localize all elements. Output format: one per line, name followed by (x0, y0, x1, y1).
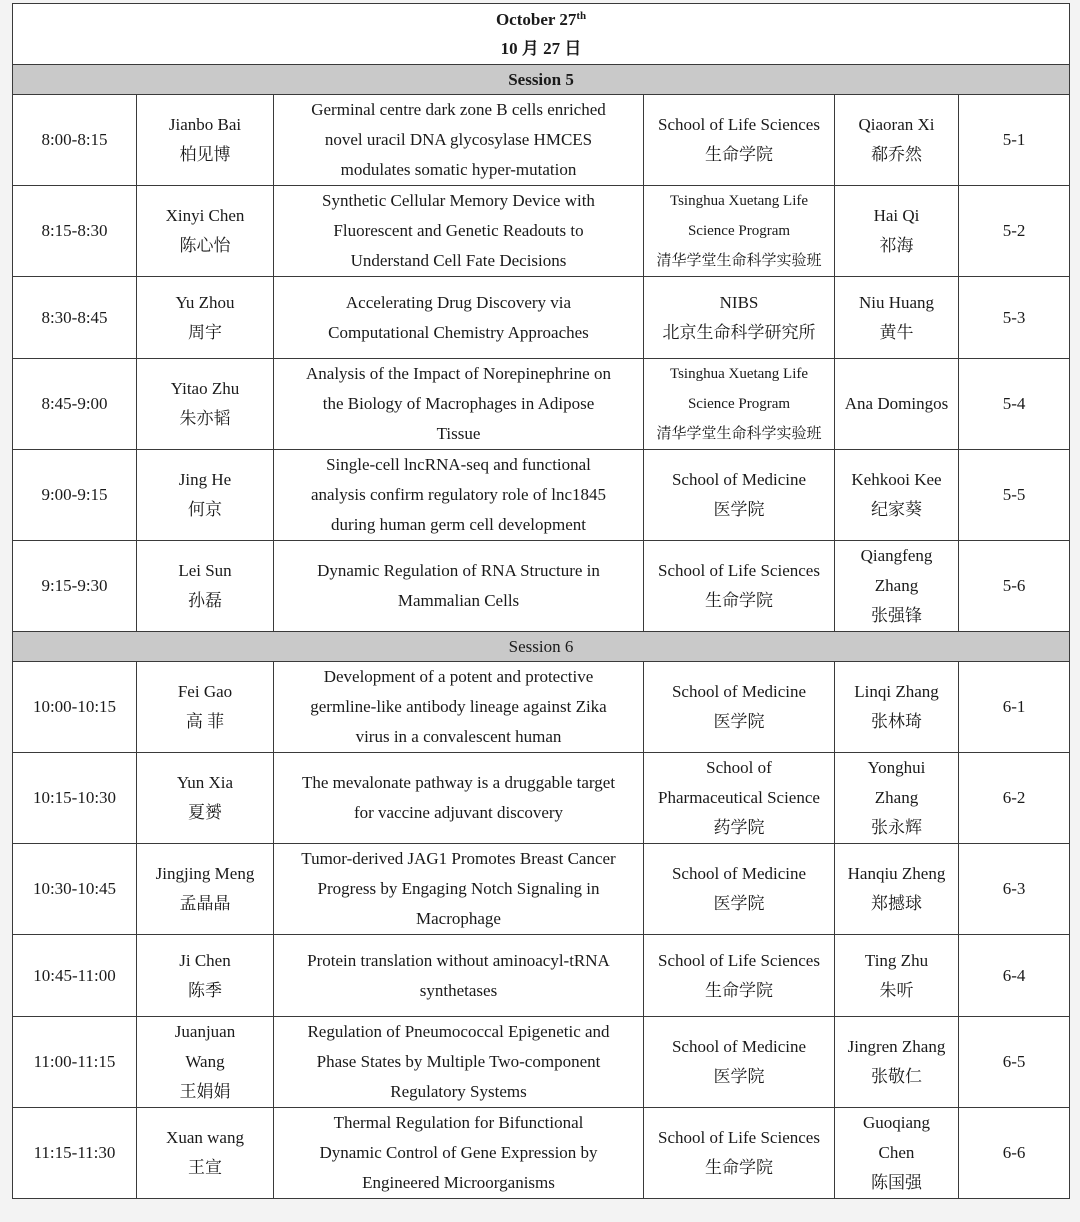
speaker-cell-line: Juanjuan (174, 1022, 236, 1041)
schedule-table (12, 3, 1070, 1199)
talk-title-cell-line: Synthetic Cellular Memory Device with (322, 191, 595, 210)
talk-title-cell (274, 541, 644, 632)
host-cell-line: Hai Qi (873, 206, 920, 225)
talk-code-cell: 5-2 (959, 186, 1070, 277)
table-row (13, 662, 1070, 753)
affiliation-cell (644, 1108, 835, 1199)
host-cell-line: Ting Zhu (864, 950, 929, 970)
talk-title-cell-line: virus in a convalescent human (355, 727, 562, 746)
speaker-cell (137, 541, 274, 632)
speaker-cell (137, 450, 274, 541)
affiliation-cell-line: School of Life Sciences (658, 950, 820, 970)
table-row (13, 450, 1070, 541)
talk-title-cell (274, 277, 644, 359)
speaker-cell (137, 277, 274, 359)
talk-title-cell (274, 186, 644, 277)
speaker-cell-line: Yitao Zhu (170, 379, 240, 398)
affiliation-cell-line: School of Life Sciences (658, 561, 820, 580)
speaker-cell-line: 王娟娟 (179, 1082, 231, 1101)
host-cell (835, 359, 959, 450)
talk-title-cell-line: modulates somatic hyper-mutation (340, 160, 577, 179)
affiliation-cell (644, 935, 835, 1017)
affiliation-cell-line: Science Program (687, 223, 791, 239)
time-cell: 8:15-8:30 (13, 186, 137, 277)
speaker-cell-line: 孙磊 (188, 591, 222, 610)
talk-title-cell-line: analysis confirm regulatory role of lnc1845 (310, 485, 607, 504)
speaker-cell-line: 高 菲 (185, 712, 225, 731)
affiliation-cell-line: School of Medicine (671, 864, 807, 883)
host-cell-line: Jingren Zhang (847, 1037, 946, 1056)
host-cell-line: Zhang (874, 788, 919, 807)
session-title: Session 6 (13, 632, 1070, 662)
host-cell-line: 陈国强 (871, 1173, 922, 1192)
talk-title-cell-line: Dynamic Regulation of RNA Structure in (317, 561, 600, 580)
affiliation-cell-line: 清华学堂生命科学实验班 (656, 253, 822, 269)
speaker-cell-line: Lei Sun (178, 561, 232, 580)
host-cell-line: Guoqiang (862, 1113, 931, 1132)
affiliation-cell-line: Pharmaceutical Science (658, 788, 820, 807)
affiliation-cell-line: NIBS (719, 292, 759, 312)
speaker-cell-line: 王宣 (188, 1158, 222, 1177)
speaker-cell-line: 朱亦韬 (179, 409, 231, 428)
talk-title-cell-line: Single-cell lncRNA-seq and functional (326, 455, 591, 474)
host-cell (835, 1017, 959, 1108)
date-header (13, 4, 1070, 65)
talk-title-cell-line: Tumor-derived JAG1 Promotes Breast Cancer (301, 849, 616, 868)
speaker-cell-line: Xuan wang (166, 1128, 244, 1147)
speaker-cell-line: Fei Gao (177, 682, 233, 701)
speaker-cell-line: 柏见博 (179, 145, 231, 164)
talk-title-cell-line: Protein translation without aminoacyl-tRNA (307, 950, 610, 970)
talk-title-cell-line: Engineered Microorganisms (362, 1173, 555, 1192)
date-header-row (13, 4, 1070, 65)
talk-code-cell: 5-4 (959, 359, 1070, 450)
talk-title-cell-line: Germinal centre dark zone B cells enriched (311, 100, 606, 119)
talk-code-cell: 6-1 (959, 662, 1070, 753)
speaker-cell-line: 陈心怡 (179, 236, 231, 255)
host-cell (835, 935, 959, 1017)
table-row (13, 95, 1070, 186)
table-row (13, 1108, 1070, 1199)
time-cell: 8:30-8:45 (13, 277, 137, 359)
time-cell: 11:00-11:15 (13, 1017, 137, 1108)
affiliation-cell (644, 186, 835, 277)
affiliation-cell-line: 医学院 (713, 1067, 765, 1086)
talk-title-cell (274, 844, 644, 935)
speaker-cell-line: Jing He (178, 470, 232, 489)
talk-title-cell-line: Macrophage (416, 909, 501, 928)
talk-title-cell-line: Progress by Engaging Notch Signaling in (317, 879, 600, 898)
table-row (13, 1017, 1070, 1108)
affiliation-cell-line: School of Medicine (671, 682, 807, 701)
table-row (13, 935, 1070, 1017)
talk-code-cell: 5-1 (959, 95, 1070, 186)
affiliation-cell-line: 生命学院 (705, 1158, 773, 1177)
speaker-cell-line: Ji Chen (179, 950, 231, 970)
time-cell: 8:45-9:00 (13, 359, 137, 450)
host-cell-line: Kehkooi Kee (851, 470, 942, 489)
affiliation-cell-line: 生命学院 (705, 980, 773, 1000)
host-cell-line: 张敬仁 (871, 1067, 922, 1086)
host-cell-line: Linqi Zhang (854, 682, 939, 701)
affiliation-cell (644, 753, 835, 844)
affiliation-cell-line: School of Life Sciences (658, 1128, 820, 1147)
talk-code-cell: 6-4 (959, 935, 1070, 1017)
affiliation-cell (644, 662, 835, 753)
speaker-cell (137, 935, 274, 1017)
affiliation-cell (644, 95, 835, 186)
talk-title-cell-line: synthetases (419, 980, 498, 1000)
affiliation-cell-line: Tsinghua Xuetang Life (669, 366, 809, 382)
speaker-cell (137, 1108, 274, 1199)
host-cell-line: 郑撼球 (871, 894, 922, 913)
speaker-cell (137, 1017, 274, 1108)
speaker-cell (137, 95, 274, 186)
affiliation-cell-line: 清华学堂生命科学实验班 (656, 426, 822, 442)
speaker-cell-line: Yun Xia (176, 773, 234, 792)
host-cell (835, 450, 959, 541)
talk-title-cell-line: Computational Chemistry Approaches (328, 322, 589, 342)
date-suffix: th (576, 10, 587, 22)
host-cell-line: Ana Domingos (844, 394, 949, 413)
talk-title-cell-line: Tissue (436, 424, 481, 443)
talk-title-cell (274, 753, 644, 844)
talk-title-cell (274, 450, 644, 541)
host-cell (835, 662, 959, 753)
table-row (13, 541, 1070, 632)
speaker-cell-line: Jianbo Bai (168, 115, 242, 134)
speaker-cell (137, 359, 274, 450)
affiliation-cell-line: Tsinghua Xuetang Life (669, 193, 809, 209)
host-cell-line: 祁海 (879, 236, 914, 255)
talk-code-cell: 5-6 (959, 541, 1070, 632)
affiliation-cell-line: School of Medicine (671, 470, 807, 489)
speaker-cell-line: 陈季 (188, 980, 222, 1000)
host-cell (835, 844, 959, 935)
affiliation-cell (644, 541, 835, 632)
table-row (13, 186, 1070, 277)
talk-title-cell (274, 662, 644, 753)
time-cell: 10:15-10:30 (13, 753, 137, 844)
host-cell-line: Qiaoran Xi (858, 115, 935, 134)
affiliation-cell-line: 医学院 (713, 894, 765, 913)
talk-title-cell-line: novel uracil DNA glycosylase HMCES (324, 130, 593, 149)
talk-title-cell (274, 935, 644, 1017)
time-cell: 10:30-10:45 (13, 844, 137, 935)
speaker-cell-line: 周宇 (188, 322, 222, 342)
speaker-cell (137, 844, 274, 935)
time-cell: 10:45-11:00 (13, 935, 137, 1017)
host-cell-line: 黄牛 (879, 322, 914, 342)
time-cell: 9:00-9:15 (13, 450, 137, 541)
speaker-cell-line: 何京 (188, 500, 222, 519)
talk-code-cell: 6-6 (959, 1108, 1070, 1199)
host-cell-line: 朱听 (879, 980, 914, 1000)
host-cell-line: Niu Huang (858, 292, 935, 312)
speaker-cell (137, 186, 274, 277)
affiliation-cell-line: Science Program (687, 396, 791, 412)
speaker-cell-line: Xinyi Chen (165, 206, 245, 225)
talk-title-cell-line: Fluorescent and Genetic Readouts to (333, 221, 584, 240)
speaker-cell-line: Jingjing Meng (155, 864, 255, 883)
host-cell (835, 753, 959, 844)
host-cell (835, 541, 959, 632)
talk-title-cell (274, 95, 644, 186)
host-cell-line: 张永辉 (871, 818, 922, 837)
host-cell-line: Qiangfeng (860, 546, 933, 565)
host-cell (835, 186, 959, 277)
table-row (13, 277, 1070, 359)
talk-title-cell-line: during human germ cell development (331, 515, 586, 534)
talk-code-cell: 6-3 (959, 844, 1070, 935)
speaker-cell (137, 662, 274, 753)
session-header-row (13, 632, 1070, 662)
talk-title-cell-line: Understand Cell Fate Decisions (350, 251, 567, 270)
talk-title-cell-line: Mammalian Cells (397, 591, 520, 610)
talk-title-cell-line: Accelerating Drug Discovery via (345, 292, 572, 312)
speaker-cell (137, 753, 274, 844)
speaker-cell-line: 孟晶晶 (179, 894, 231, 913)
affiliation-cell (644, 450, 835, 541)
host-cell-line: Chen (878, 1143, 915, 1162)
talk-title-cell (274, 1017, 644, 1108)
talk-title-cell-line: the Biology of Macrophages in Adipose (322, 394, 595, 413)
date-en: October 27 (495, 10, 577, 29)
speaker-cell-line: 夏赟 (188, 803, 222, 822)
talk-title-cell-line: for vaccine adjuvant discovery (353, 803, 564, 822)
talk-title-cell-line: Dynamic Control of Gene Expression by (319, 1143, 598, 1162)
affiliation-cell (644, 844, 835, 935)
affiliation-cell-line: 医学院 (713, 712, 765, 731)
speaker-cell-line: Yu Zhou (175, 292, 235, 312)
host-cell (835, 277, 959, 359)
host-cell-line: 郗乔然 (871, 145, 922, 164)
talk-code-cell: 6-5 (959, 1017, 1070, 1108)
time-cell: 10:00-10:15 (13, 662, 137, 753)
table-row (13, 844, 1070, 935)
talk-code-cell: 5-5 (959, 450, 1070, 541)
talk-title-cell (274, 1108, 644, 1199)
affiliation-cell-line: School of Life Sciences (658, 115, 820, 134)
time-cell: 8:00-8:15 (13, 95, 137, 186)
speaker-cell-line: Wang (185, 1052, 225, 1071)
host-cell (835, 1108, 959, 1199)
time-cell: 11:15-11:30 (13, 1108, 137, 1199)
host-cell-line: 张林琦 (871, 712, 922, 731)
host-cell-line: Zhang (874, 576, 919, 595)
host-cell-line: Hanqiu Zheng (847, 864, 946, 883)
time-cell: 9:15-9:30 (13, 541, 137, 632)
affiliation-cell (644, 277, 835, 359)
affiliation-cell-line: School of Medicine (671, 1037, 807, 1056)
affiliation-cell (644, 359, 835, 450)
talk-title-cell-line: Analysis of the Impact of Norepinephrine on (306, 364, 611, 383)
affiliation-cell-line: 医学院 (713, 500, 765, 519)
session-header-row (13, 65, 1070, 95)
talk-title-cell-line: Development of a potent and protective (323, 667, 594, 686)
session-title: Session 5 (13, 65, 1070, 95)
talk-title-cell-line: Regulation of Pneumococcal Epigenetic and (307, 1022, 610, 1041)
talk-title-cell-line: Phase States by Multiple Two-component (316, 1052, 601, 1071)
host-cell (835, 95, 959, 186)
table-row (13, 359, 1070, 450)
affiliation-cell-line: 生命学院 (705, 591, 773, 610)
table-row (13, 753, 1070, 844)
talk-title-cell-line: Thermal Regulation for Bifunctional (333, 1113, 584, 1132)
affiliation-cell-line: 生命学院 (705, 145, 773, 164)
host-cell-line: 纪家葵 (871, 500, 922, 519)
affiliation-cell-line: 北京生命科学研究所 (662, 322, 816, 342)
host-cell-line: Yonghui (867, 758, 926, 777)
affiliation-cell (644, 1017, 835, 1108)
talk-title-cell (274, 359, 644, 450)
affiliation-cell-line: School of (706, 758, 772, 777)
talk-code-cell: 6-2 (959, 753, 1070, 844)
talk-title-cell-line: Regulatory Systems (390, 1082, 527, 1101)
talk-title-cell-line: germline-like antibody lineage against Zika (310, 697, 607, 716)
talk-code-cell: 5-3 (959, 277, 1070, 359)
affiliation-cell-line: 药学院 (713, 818, 765, 837)
date-cn: 10 月 27 日 (500, 39, 582, 58)
talk-title-cell-line: The mevalonate pathway is a druggable target (301, 773, 616, 792)
host-cell-line: 张强锋 (871, 606, 922, 625)
